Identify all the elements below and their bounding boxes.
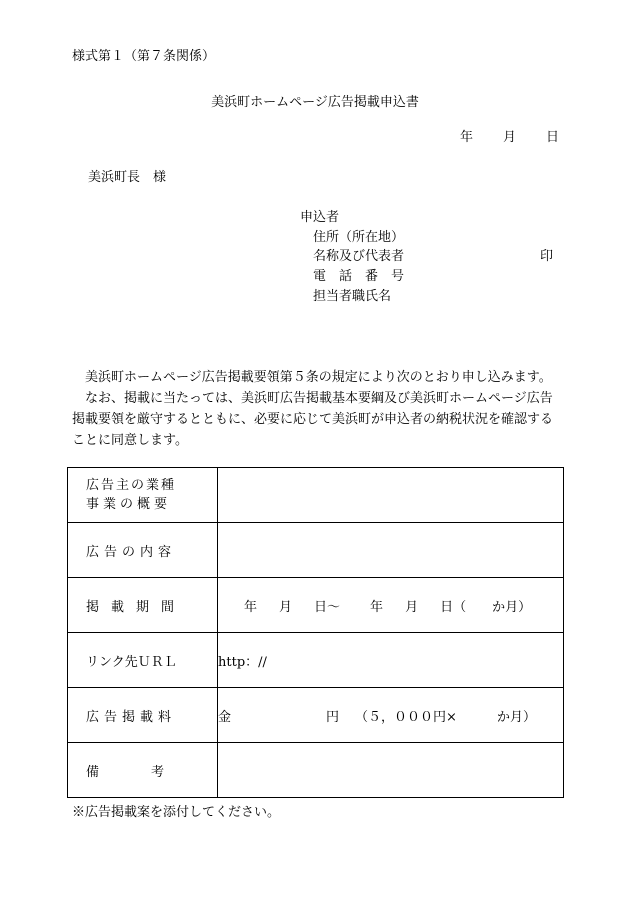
document-title: 美浜町ホームページ広告掲載申込書: [211, 95, 419, 110]
body-paragraph-1: 美浜町ホームページ広告掲載要領第５条の規定により次のとおり申し込みます。: [85, 370, 552, 385]
application-table: [67, 467, 564, 798]
date-day: 日: [546, 130, 560, 145]
form-number: 様式第１（第７条関係）: [72, 49, 216, 64]
table-row: [68, 468, 564, 523]
table-row: [68, 688, 564, 743]
body-paragraph-2: なお、掲載に当たっては、美浜町広告掲載基本要綱及び美浜町ホームページ広告掲載要領を厳守するとともに、必要に応じて美浜町が申込者の納税状況を確認することに同意します。: [72, 391, 554, 448]
applicant-heading: 申込者: [300, 210, 340, 225]
business-field[interactable]: [218, 468, 564, 523]
applicant-name: 名称及び代表者: [313, 249, 405, 264]
label-period: 掲載期間: [68, 578, 218, 633]
attachment-note: ※広告掲載案を添付してください。: [72, 805, 281, 820]
applicant-contact: 担当者職氏名: [313, 289, 392, 304]
fee-field[interactable]: [218, 688, 564, 743]
seal-mark: 印: [540, 249, 554, 264]
link-url-field[interactable]: http：//: [218, 633, 564, 688]
applicant-phone: 電 話 番 号: [313, 269, 405, 284]
date-year: 年: [460, 130, 474, 145]
label-content: 広告の内容: [68, 523, 218, 578]
period-field[interactable]: [218, 578, 564, 633]
label-fee: 広告掲載料: [68, 688, 218, 743]
label-link-url: リンク先ＵＲＬ: [68, 633, 218, 688]
table-row: [68, 578, 564, 633]
label-business: 広告主の業種 事業の概要: [68, 468, 218, 523]
period-line: 年 月 日〜 年 月 日（ か月）: [244, 599, 532, 615]
label-remarks: 備 考: [68, 743, 218, 798]
body-text: [72, 367, 562, 451]
content-field[interactable]: [218, 523, 564, 578]
addressee: 美浜町長 様: [88, 170, 167, 185]
table-row: [68, 523, 564, 578]
remarks-field[interactable]: [218, 743, 564, 798]
applicant-address: 住所（所在地）: [313, 230, 405, 245]
table-row: [68, 743, 564, 798]
date-line: [460, 130, 589, 146]
fee-line: 金 円 （５，０００円× か月）: [218, 709, 536, 725]
date-month: 月: [503, 130, 517, 145]
table-row: [68, 633, 564, 688]
